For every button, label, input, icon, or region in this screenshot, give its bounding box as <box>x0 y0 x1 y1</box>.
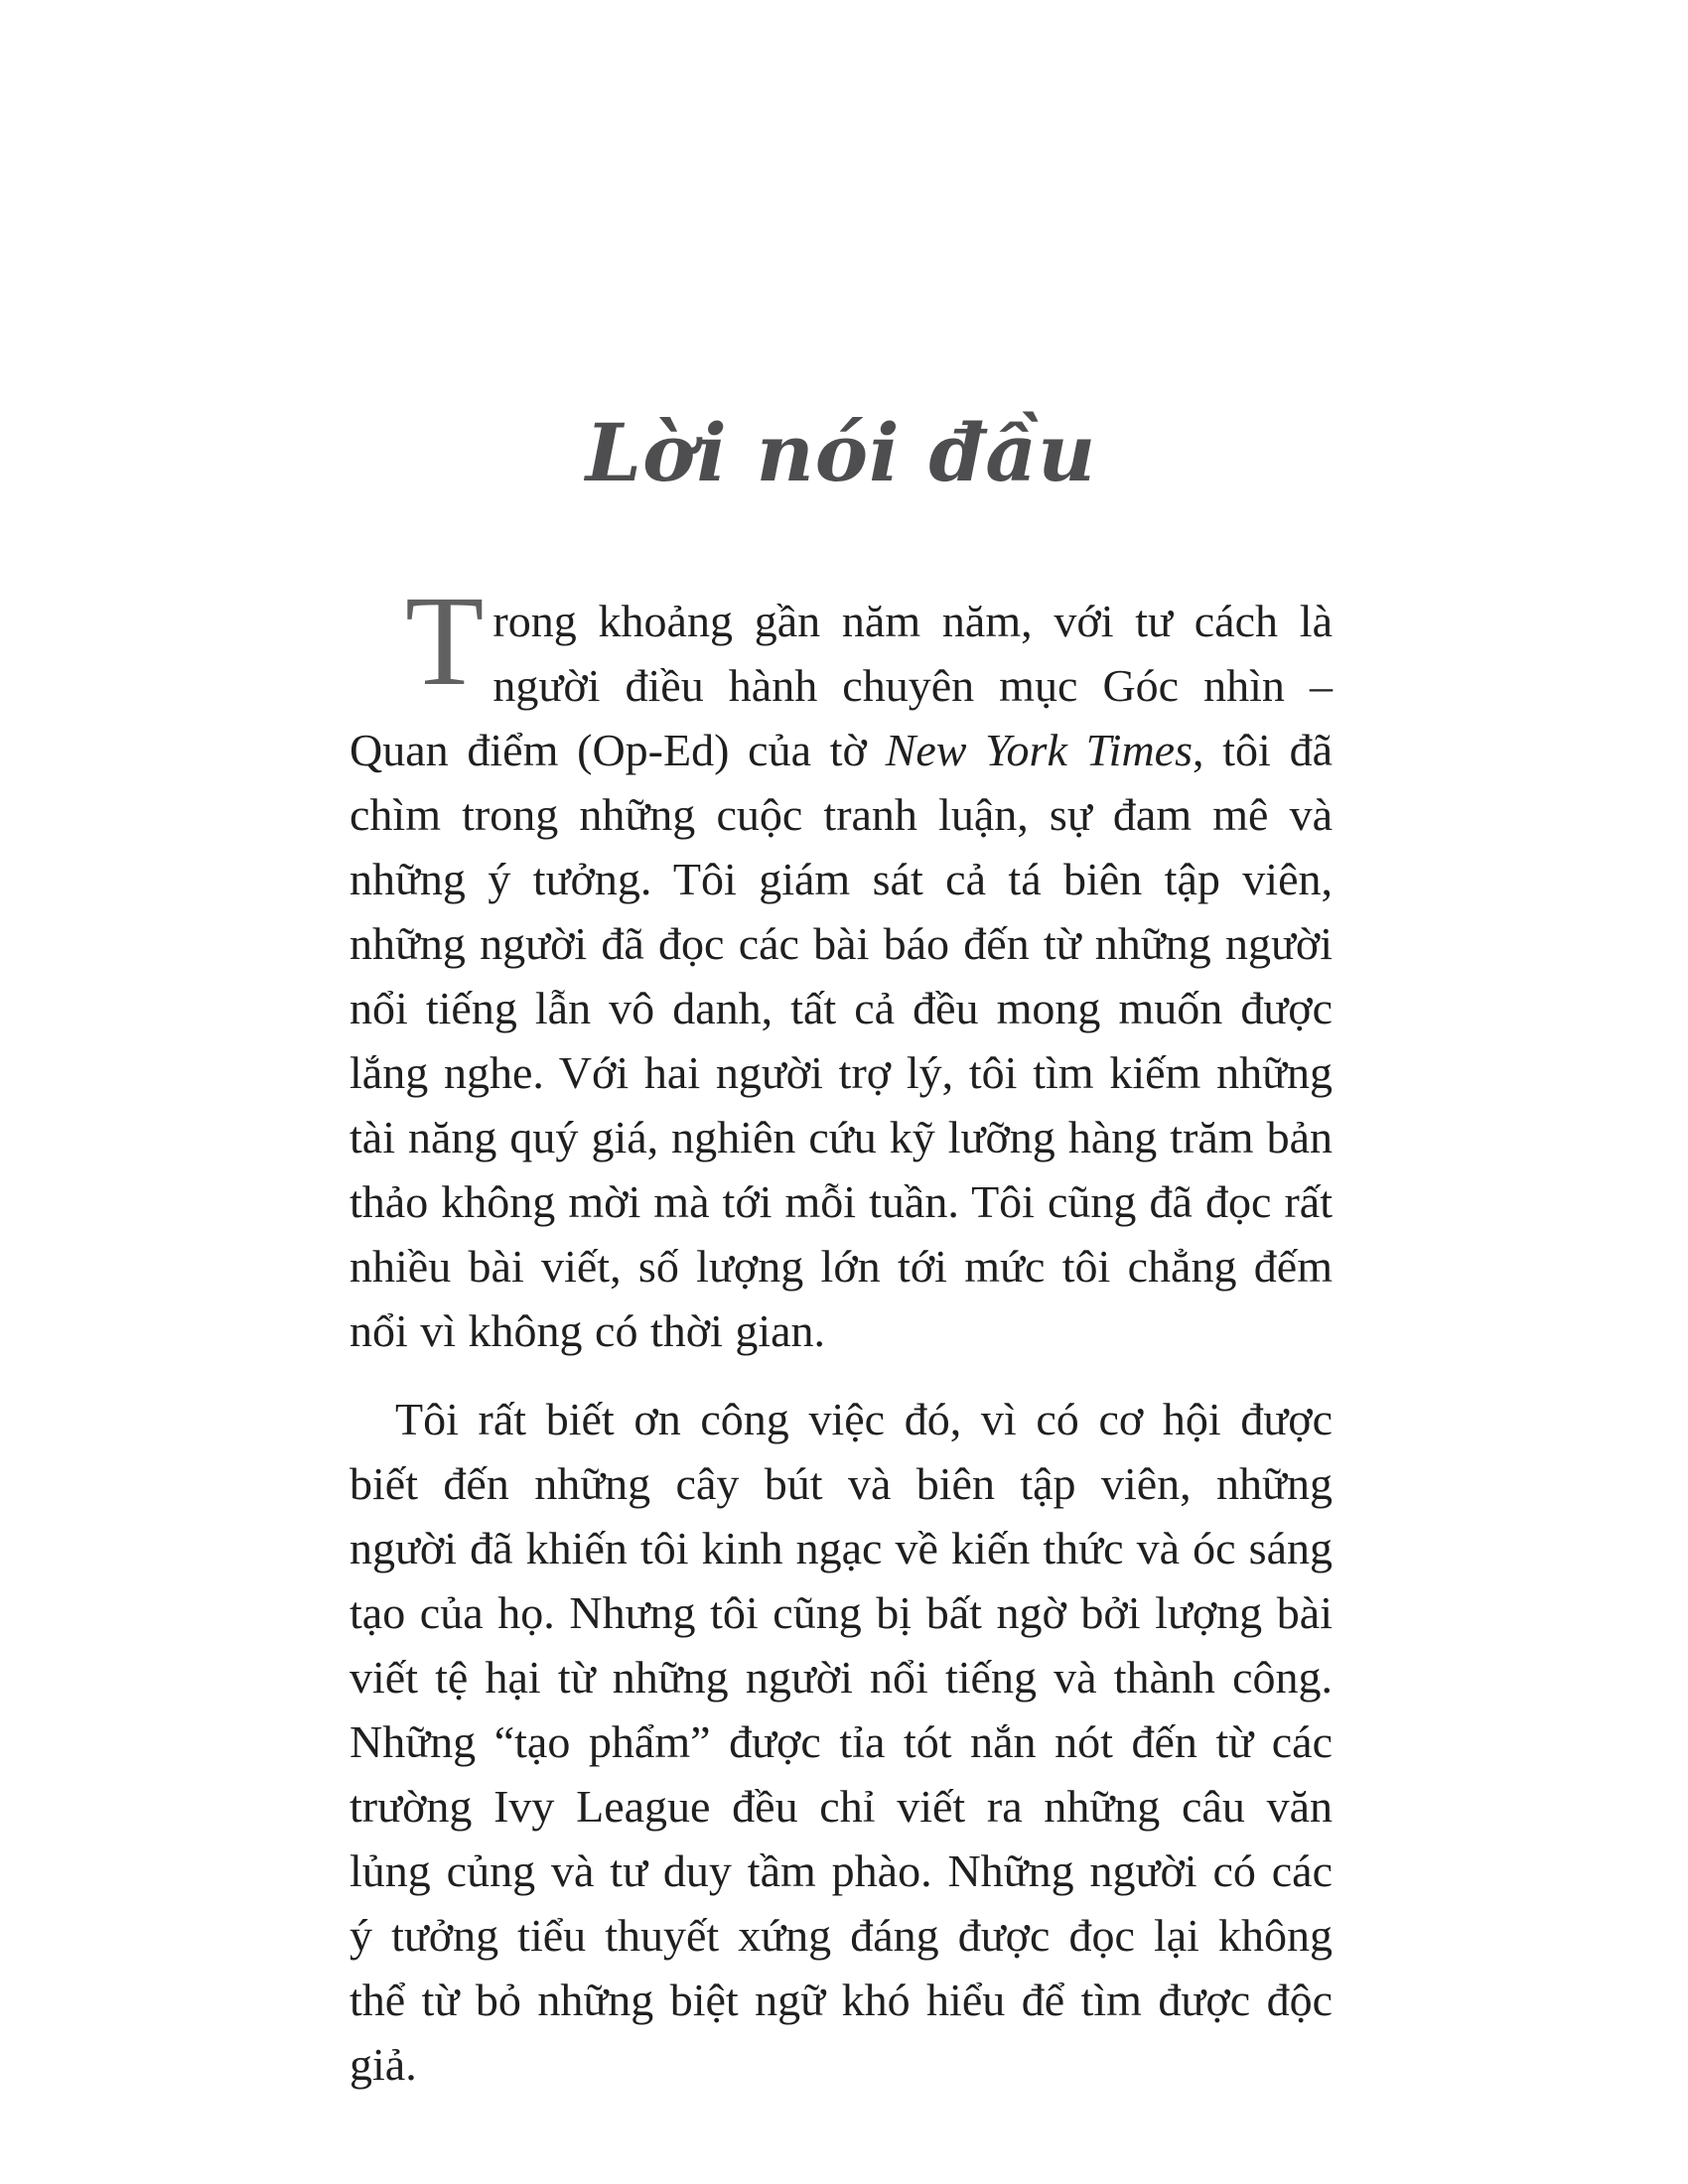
drop-cap-letter: T <box>405 570 485 713</box>
newspaper-name-italic: New York Times <box>885 725 1193 775</box>
paragraph-1 <box>350 570 1334 1363</box>
text-column <box>350 570 1334 2097</box>
paragraph-2: Tôi rất biết ơn công việc đó, vì có cơ hội được biết đến những cây bút và biên tập viên, những người đã khiến tôi kinh ngạc về kiến thức và óc sáng tạo của họ. Nhưng tôi cũng bị bất ngờ bởi lượng bài viết tệ hại từ những người nổi tiếng và thành công. Những “tạo phẩm” được tỉa tót nắn nót đến từ các trường Ivy League đều chỉ viết ra những câu văn lủng củng và tư duy tầm phào. Những người có các ý tưởng tiểu thuyết xứng đáng được đọc lại không thể từ bỏ những biệt ngữ khó hiểu để tìm được độc giả. <box>350 1394 1333 2090</box>
paragraph-1-text-start: rong khoảng gần năm năm, với tư cách là người điều hành chuyên mục Góc nhìn – Quan điểm (Op-Ed) của tờ <box>350 596 1333 775</box>
page-title: Lời nói đầu <box>585 406 1097 499</box>
paragraph-1-text-end: , tôi đã chìm trong những cuộc tranh luận, sự đam mê và những ý tưởng. Tôi giám sát cả tá biên tập viên, những người đã đọc các bài báo đến từ những người nổi tiếng lẫn vô danh, tất cả đều mong muốn được lắng nghe. Với hai người trợ lý, tôi tìm kiếm những tài năng quý giá, nghiên cứu kỹ lưỡng hàng trăm bản thảo không mời mà tới mỗi tuần. Tôi cũng đã đọc rất nhiều bài viết, số lượng lớn tới mức tôi chẳng đếm nổi vì không có thời gian. <box>350 725 1334 1356</box>
